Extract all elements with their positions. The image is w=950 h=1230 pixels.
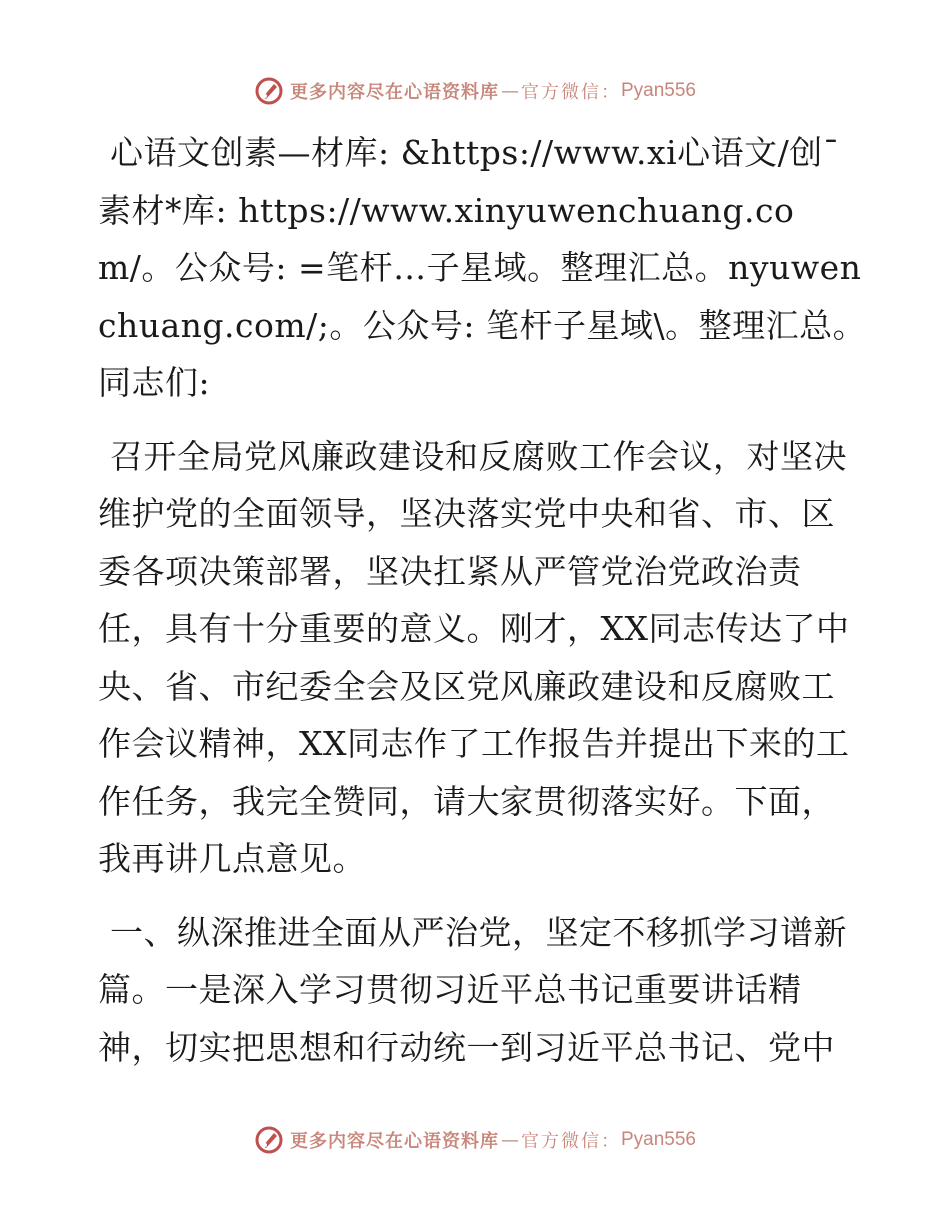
footer-dash: — [500, 1129, 519, 1151]
banner-dash: — [500, 80, 519, 102]
paragraph-meeting [98, 428, 868, 888]
footer-title: 更多内容尽在心语资料库 [289, 1131, 499, 1152]
banner-wechat-id: Pyan556 [620, 80, 696, 101]
header-banner [0, 71, 950, 111]
paragraph-section-one [98, 904, 868, 1077]
paragraph-meeting-text: 召开全局党风廉政建设和反腐败工作会议，对坚决维护党的全面领导，坚决落实党中央和省、市、区委各项决策部署，坚决扛紧从严管党治党政治责任，具有十分重要的意义。刚才，XX同志传达了中央、省、市纪委全会及区党风廉政建设和反腐败工作会议精神，XX同志作了工作报告并提出下来的工作任务，我完全赞同，请大家贯彻落实好。下面，我再讲几点意见。 [98, 436, 850, 878]
footer-wechat-label: 官方微信： [520, 1131, 621, 1152]
paragraph-intro [98, 124, 868, 412]
footer-banner [0, 1120, 950, 1160]
pen-logo-icon [254, 76, 284, 106]
document-body [98, 124, 868, 1076]
paragraph-intro-text: 心语文创素—材库: &https://www.xi心语文/创¯素材*库: https://www.xinyuwenchuang.com/。公众号: =笔杆…子星域。整理汇总。nyuwenchuang.com/;。公众号: 笔杆子星域\。整理汇总。同志们: [98, 133, 867, 402]
footer-wechat-id: Pyan556 [620, 1129, 696, 1150]
banner-wechat-label: 官方微信： [520, 82, 621, 103]
banner-title: 更多内容尽在心语资料库 [289, 82, 499, 103]
pen-logo-icon [254, 1125, 284, 1155]
paragraph-section-one-text: 一、纵深推进全面从严治党，坚定不移抓学习谱新篇。一是深入学习贯彻习近平总书记重要讲话精神，切实把思想和行动统一到习近平总书记、党中 [98, 912, 847, 1067]
